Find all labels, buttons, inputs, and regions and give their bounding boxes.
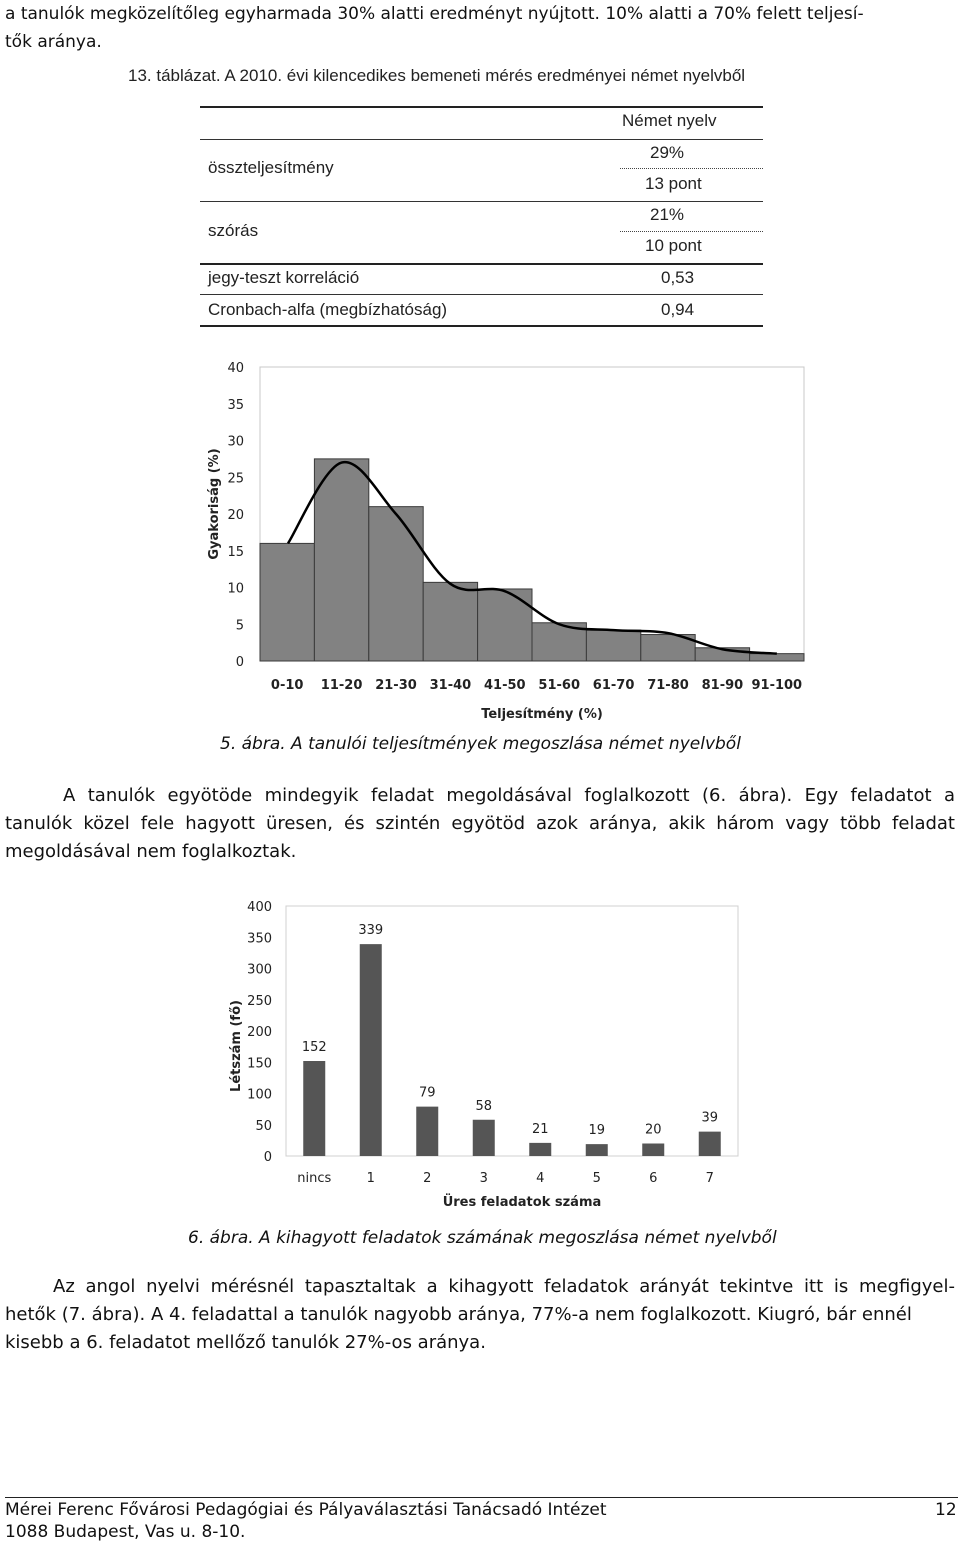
paragraph-1-line: megoldásával nem foglalkoztak. [5,841,297,862]
y-tick-label: 200 [247,1025,272,1040]
bar [586,1144,608,1156]
y-tick-label: 35 [227,397,244,413]
x-tick-label: 0-10 [270,678,304,693]
row-divider [200,201,763,202]
x-tick-label: 31-40 [429,678,472,693]
y-tick-label: 100 [247,1087,272,1103]
x-tick-label: 51-60 [538,678,580,693]
data-label: 58 [475,1098,493,1114]
paragraph-1 [5,782,955,866]
data-label: 21 [531,1121,549,1137]
paragraph-2 [5,1273,955,1357]
paragraph-1-line: A tanulók egyötöde mindegyik feladat megoldásával foglalkozott (6. ábra). Egy feladatot a [63,785,955,806]
paragraph-1-line: tanulók közel fele hagyott üresen, és szintén egyötöd azok aránya, akik három vagy több feladat [5,813,955,834]
y-tick-label: 0 [263,1150,272,1165]
y-tick-label: 20 [227,508,244,523]
paragraph-2-line: Az angol nyelvi mérésnél tapasztaltak a kihagyott feladatok arányát tekintve itt is megfigyel- [53,1276,955,1297]
bar [416,1107,438,1156]
row-value-points: 13 pont [645,174,702,193]
y-tick-label: 10 [227,581,244,597]
y-tick-label: 30 [227,434,244,450]
x-axis-title: Teljesítmény (%) [481,707,603,722]
x-tick-label: 21-30 [375,678,417,693]
x-tick-label: 2 [423,1171,432,1186]
y-tick-label: 5 [235,618,244,634]
column-header: Német nyelv [622,111,717,130]
row-value: 0,53 [661,268,695,287]
y-tick-label: 300 [247,962,272,978]
histogram-bar [423,582,477,661]
histogram-bar [478,589,532,661]
data-label: 20 [644,1122,662,1138]
footer-rule [5,1497,958,1498]
bar [360,944,382,1156]
histogram-bar [260,543,314,661]
histogram-bar [314,459,368,661]
x-tick-label: 3 [479,1171,488,1186]
row-divider [200,294,763,295]
intro-line-1: a tanulók megközelítőleg egyharmada 30% alatti eredményt nyújtott. 10% alatti a 70% felett teljesí- [5,4,864,24]
x-tick-label: 81-90 [701,678,744,693]
y-tick-label: 0 [235,655,244,670]
data-label: 339 [358,923,384,939]
page-number: 12 [935,1500,957,1520]
data-label: 152 [301,1040,327,1055]
data-label: 39 [701,1110,719,1126]
row-value-percent: 29% [650,143,685,162]
figure5-caption: 5. ábra. A tanulói teljesítmények megoszlása német nyelvből [220,734,741,754]
y-tick-label: 50 [255,1118,272,1134]
x-tick-label: 4 [536,1171,545,1186]
y-axis-title: Gyakoriság (%) [207,448,222,560]
plot-area [286,906,738,1156]
row-label: jegy-teszt korreláció [208,268,360,287]
row-value: 0,94 [661,300,695,319]
histogram-bar [586,630,640,661]
x-tick-label: 1 [366,1171,375,1186]
y-tick-label: 150 [247,1056,272,1072]
y-tick-label: 350 [247,931,272,947]
figure6-caption: 6. ábra. A kihagyott feladatok számának megoszlása német nyelvből [188,1228,777,1248]
x-tick-label: 7 [705,1171,714,1186]
footer-institution: Mérei Ferenc Fővárosi Pedagógiai és Pályaválasztási Tanácsadó Intézet [5,1500,607,1520]
header-divider [200,139,763,140]
row-divider [200,263,763,265]
table-bottom-border [200,325,763,327]
bar [473,1120,495,1156]
y-tick-label: 40 [227,361,244,376]
skipped-tasks-chart [220,890,760,1215]
histogram-bar [750,654,804,661]
y-tick-label: 250 [247,993,272,1009]
table-caption: 13. táblázat. A 2010. évi kilencedikes bemeneti mérés eredményei német nyelvből [128,66,746,85]
x-tick-label: 6 [649,1171,658,1186]
y-axis-title: Létszám (fő) [229,1000,244,1092]
data-label: 79 [418,1085,436,1101]
dotted-divider [620,231,763,232]
x-tick-label: 61-70 [592,678,635,693]
x-axis-title: Üres feladatok száma [442,1195,602,1210]
bar [303,1061,325,1156]
x-tick-label: 41-50 [484,678,526,693]
histogram-bar [369,507,423,661]
bar [529,1143,551,1156]
bar [699,1132,721,1156]
x-tick-label: 71-80 [647,678,689,693]
row-label: összteljesítmény [208,158,334,177]
y-tick-label: 15 [227,544,244,560]
bar [642,1144,664,1157]
y-tick-label: 400 [247,900,272,915]
footer-address: 1088 Budapest, Vas u. 8-10. [5,1522,246,1542]
x-tick-label: nincs [297,1171,332,1186]
row-label: szórás [208,221,259,240]
table-top-border [200,106,763,108]
row-value-points: 10 pont [645,236,702,255]
dotted-divider [620,168,763,169]
row-label: Cronbach-alfa (megbízhatóság) [208,300,448,319]
x-tick-label: 11-20 [320,678,363,693]
data-label: 19 [588,1123,606,1139]
intro-line-2: tők aránya. [5,32,102,52]
performance-distribution-chart [200,355,820,725]
paragraph-2-line: hetők (7. ábra). A 4. feladattal a tanulók nagyobb aránya, 77%-a nem foglalkozott. Kiugró, bár ennél [5,1304,912,1325]
x-tick-label: 91-100 [751,678,803,693]
x-tick-label: 5 [592,1171,601,1186]
paragraph-2-line: kisebb a 6. feladatot mellőző tanulók 27%-os aránya. [5,1332,486,1353]
row-value-percent: 21% [650,205,685,224]
y-tick-label: 25 [227,471,244,487]
